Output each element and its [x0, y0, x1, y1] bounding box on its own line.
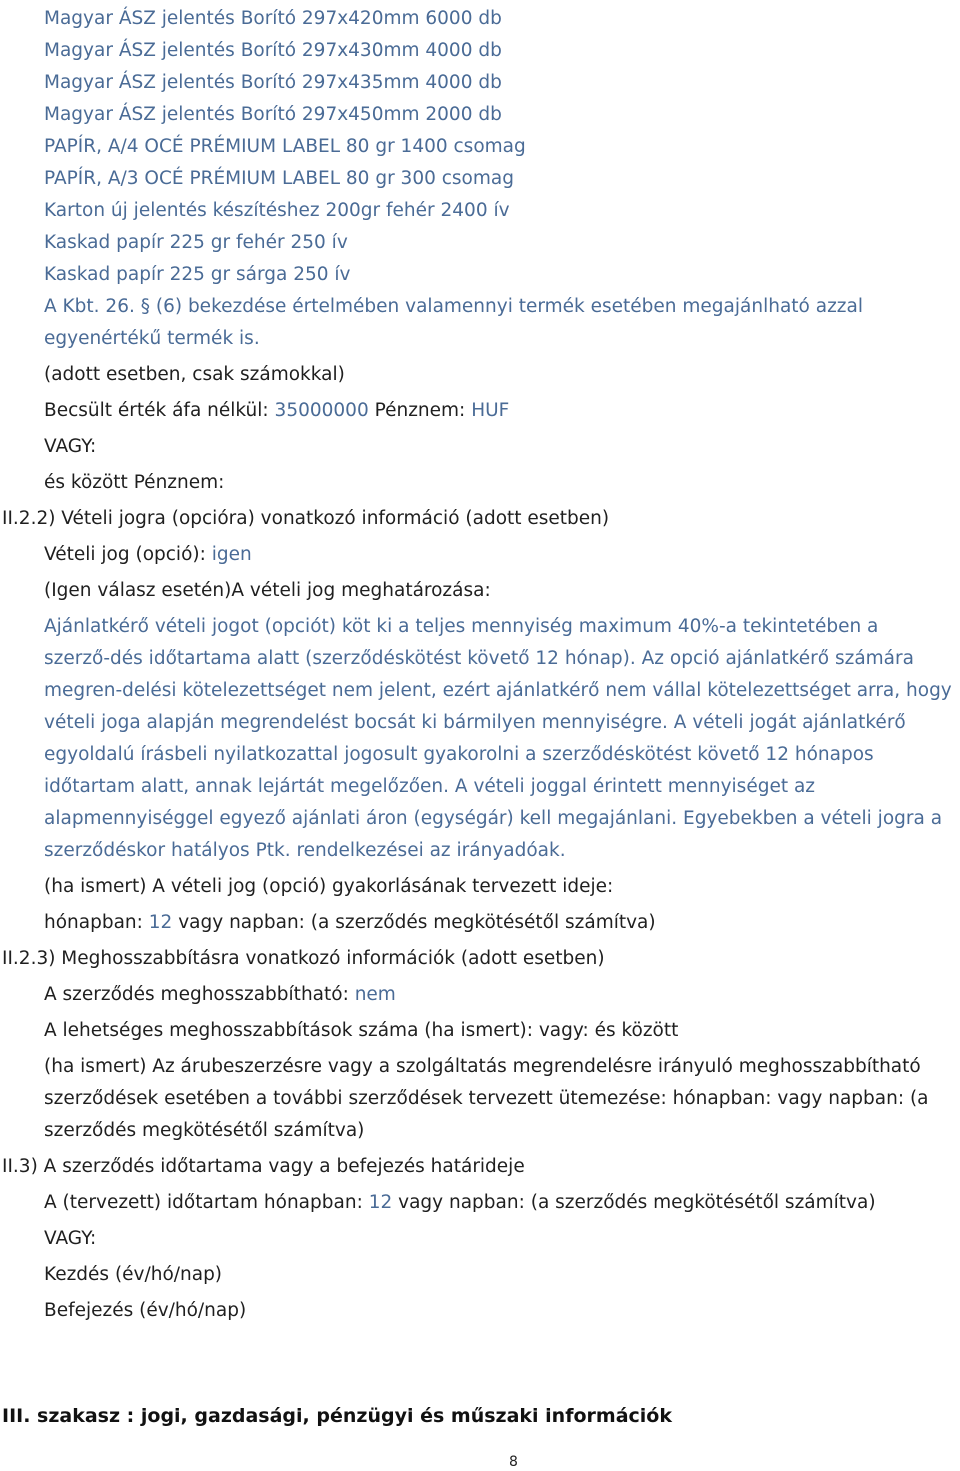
option-months-label: hónapban: [44, 912, 143, 933]
extendable-line [44, 983, 396, 1007]
kbt-note-line: egyenértékű termék is. [44, 328, 260, 349]
option-definition-line: szerződéskor hatályos Ptk. rendelkezései az irányadóak. [44, 840, 566, 861]
currency-label: Pénznem: [374, 400, 466, 421]
kbt-note-line: A Kbt. 26. § (6) bekezdése értelmében valamennyi termék esetében megajánlható azzal [44, 296, 863, 317]
item-line: PAPÍR, A/3 OCÉ PRÉMIUM LABEL 80 gr 300 csomag [44, 168, 514, 189]
option-right-line [44, 543, 252, 567]
item-line: Magyar ÁSZ jelentés Borító 297x435mm 4000 db [44, 72, 502, 93]
option-right-value: igen [211, 544, 252, 565]
option-definition-line: egyoldalú írásbeli nyilatkozattal jogosult gyakorolni a szerződéskötést követő 12 hónapos [44, 744, 874, 765]
option-definition-line: megren-delési kötelezettséget nem jelent, ezért ajánlatkérő nem vállal kötelezettséget arra, hogy [44, 680, 952, 701]
duration-or-label: VAGY: [44, 1228, 97, 1249]
option-schedule-line [44, 911, 656, 935]
extension-count-line: A lehetséges meghosszabbítások száma (ha ismert): vagy: és között [44, 1020, 679, 1041]
planned-duration-rest: vagy napban: (a szerződés megkötésétől számítva) [398, 1192, 876, 1213]
item-line: Kaskad papír 225 gr fehér 250 ív [44, 232, 348, 253]
end-date-label: Befejezés (év/hó/nap) [44, 1300, 247, 1321]
section-iii-heading: III. szakasz : jogi, gazdasági, pénzügyi és műszaki információk [2, 1405, 672, 1427]
option-heading: II.2.2) Vételi jogra (opcióra) vonatkozó információ (adott esetben) [2, 508, 610, 529]
duration-heading: II.3) A szerződés időtartama vagy a befejezés határideje [2, 1156, 525, 1177]
page-number: 8 [509, 1454, 518, 1470]
item-line: PAPÍR, A/4 OCÉ PRÉMIUM LABEL 80 gr 1400 csomag [44, 136, 526, 157]
option-days-text: vagy napban: (a szerződés megkötésétől számítva) [178, 912, 656, 933]
option-definition-line: vételi joga alapján megrendelést bocsát ki bármilyen mennyiségre. A vételi jogát ajánlatkérő [44, 712, 906, 733]
or-label: VAGY: [44, 436, 97, 457]
value-hint: (adott esetben, csak számokkal) [44, 364, 345, 385]
extension-schedule-line: (ha ismert) Az árubeszerzésre vagy a szolgáltatás megrendelésre irányuló meghosszabbítható [44, 1056, 921, 1077]
item-line: Magyar ÁSZ jelentés Borító 297x450mm 2000 db [44, 104, 502, 125]
extension-schedule-line: szerződés megkötésétől számítva) [44, 1120, 365, 1141]
option-definition-line: alapmennyiséggel egyező ajánlati áron (egységár) kell megajánlani. Egyebekben a vételi jogra a [44, 808, 943, 829]
option-definition-label: (Igen válasz esetén)A vételi jog meghatározása: [44, 580, 491, 601]
estimated-value: 35000000 [274, 400, 369, 421]
estimated-value-label: Becsült érték áfa nélkül: [44, 400, 269, 421]
option-definition-line: Ajánlatkérő vételi jogot (opciót) köt ki a teljes mennyiség maximum 40%-a tekintetében a [44, 616, 879, 637]
planned-duration-label: A (tervezett) időtartam hónapban: [44, 1192, 363, 1213]
extendable-value: nem [354, 984, 396, 1005]
item-line: Magyar ÁSZ jelentés Borító 297x430mm 4000 db [44, 40, 502, 61]
between-line: és között Pénznem: [44, 472, 225, 493]
option-definition-line: időtartam alatt, annak lejártát megelőzően. A vételi joggal érintett mennyiséget az [44, 776, 816, 797]
item-line: Kaskad papír 225 gr sárga 250 ív [44, 264, 351, 285]
start-date-label: Kezdés (év/hó/nap) [44, 1264, 223, 1285]
planned-duration-value: 12 [368, 1192, 393, 1213]
estimated-value-line [44, 399, 509, 423]
option-right-label: Vételi jog (opció): [44, 544, 206, 565]
extendable-label: A szerződés meghosszabbítható: [44, 984, 349, 1005]
extension-schedule-line: szerződések esetében a további szerződések tervezett ütemezése: hónapban: vagy napban: (a [44, 1088, 929, 1109]
planned-duration-line [44, 1191, 876, 1215]
currency-value: HUF [471, 400, 510, 421]
option-schedule-label: (ha ismert) A vételi jog (opció) gyakorlásának tervezett ideje: [44, 876, 614, 897]
extension-heading: II.2.3) Meghosszabbításra vonatkozó információk (adott esetben) [2, 948, 605, 969]
item-line: Magyar ÁSZ jelentés Borító 297x420mm 6000 db [44, 8, 502, 29]
item-line: Karton új jelentés készítéshez 200gr fehér 2400 ív [44, 200, 510, 221]
option-months-value: 12 [148, 912, 173, 933]
option-definition-line: szerző-dés időtartama alatt (szerződéskötést követő 12 hónap). Az opció ajánlatkérő számára [44, 648, 914, 669]
